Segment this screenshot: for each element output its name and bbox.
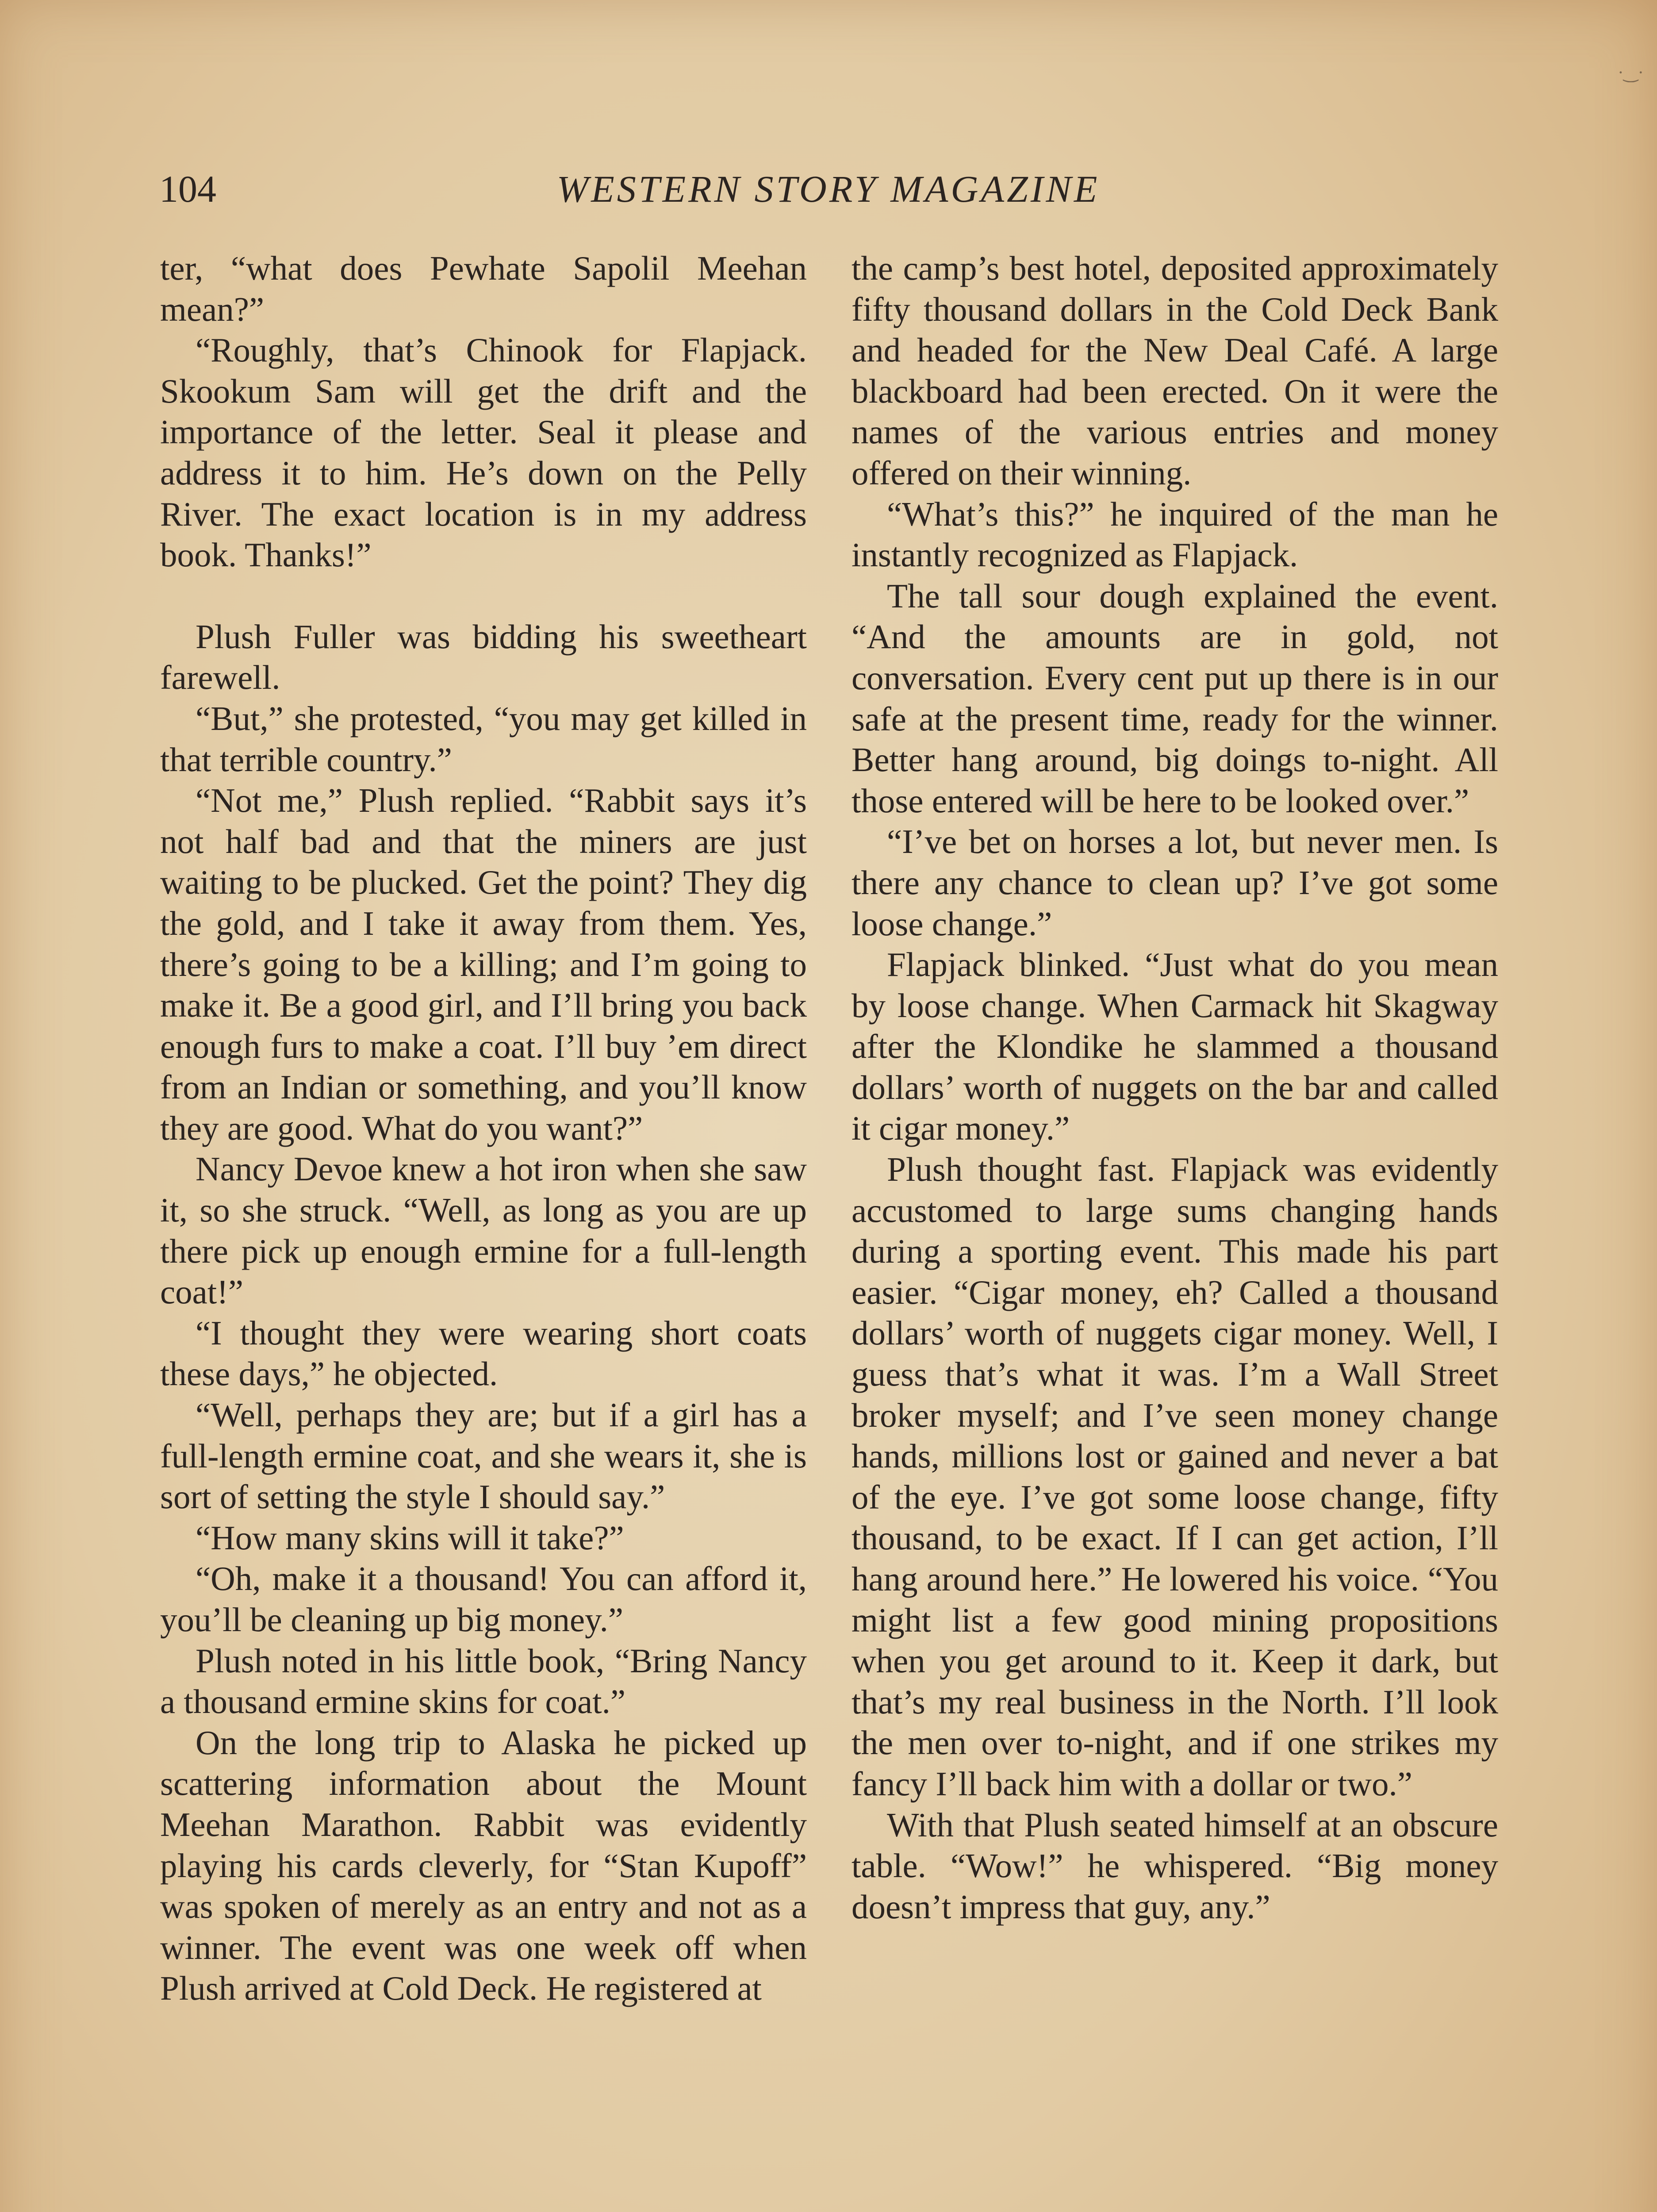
paragraph: Nancy Devoe knew a hot iron when she saw it, so she struck. “Well, as long as you are up there pick up enough ermine for a full-length coat!” [160, 1150, 807, 1311]
paragraph: The tall sour dough explained the event. “And the amounts are in gold, not conversation. Every cent put up there is in our safe at the present time, ready for the winner. Better hang around, big doings to-night. All those entered will be here to be looked over.” [852, 576, 1498, 820]
paragraph: “But,” she protested, “you may get killed in that terrible country.” [160, 699, 807, 779]
paragraph: “Oh, make it a thousand! You can afford it, you’ll be cleaning up big money.” [160, 1559, 807, 1639]
paragraph: Plush Fuller was bidding his sweetheart farewell. [160, 617, 807, 697]
page-header [159, 165, 1497, 213]
corner-smudge-mark: ·‿· [1618, 62, 1644, 82]
paragraph: “How many skins will it take?” [196, 1518, 624, 1557]
running-head-title: WESTERN STORY MAGAZINE [556, 168, 1100, 210]
paragraph: “I thought they were wearing short coats these days,” he objected. [160, 1313, 807, 1393]
paragraph: On the long trip to Alaska he picked up scattering information about the Mount Meehan Marathon. Rabbit was evidently playing his cards cleverly, for “Stan Kupoff” was spoken of merely as an entry and not as a winner. The event was one week off when Plush arrived at Cold Deck. He registered at [160, 1723, 807, 2008]
paragraph: ter, “what does Pewhate Sapolil Meehan mean?” [160, 249, 807, 328]
paragraph: “Roughly, that’s Chinook for Flapjack. Skookum Sam will get the drift and the importance of the letter. Seal it please and address it to him. He’s down on the Pelly River. The exact location is in my address book. Thanks!” [160, 331, 807, 574]
page-number: 104 [159, 168, 216, 210]
paragraph: “Well, perhaps they are; but if a girl has a full-length ermine coat, and she wears it, she is sort of setting the style I should say.” [160, 1396, 807, 1516]
paragraph: Plush noted in his little book, “Bring Nancy a thousand ermine skins for coat.” [160, 1641, 807, 1721]
paragraph: Flapjack blinked. “Just what do you mean by loose change. When Carmack hit Skagway after the Klondike he slammed a thousand dollars’ worth of nuggets on the bar and called it cigar money.” [852, 945, 1498, 1148]
paragraph: the camp’s best hotel, deposited approximately fifty thousand dollars in the Cold Deck Bank and headed for the New Deal Café. A large blackboard had been erected. On it were the names of the various entries and money offered on their winning. [852, 249, 1498, 492]
paragraph: With that Plush seated himself at an obscure table. “Wow!” he whispered. “Big money doesn’t impress that guy, any.” [852, 1805, 1498, 1926]
paragraph: “Not me,” Plush replied. “Rabbit says it’s not half bad and that the miners are just waiting to be plucked. Get the point? They dig the gold, and I take it away from them. Yes, there’s going to be a killing; and I’m going to make it. Be a good girl, and I’ll bring you back enough furs to make a coat. I’ll buy ’em direct from an Indian or something, and you’ll know they are good. What do you want?” [160, 781, 807, 1147]
paragraph: Plush thought fast. Flapjack was evidently accustomed to large sums changing hands during a sporting event. This made his part easier. “Cigar money, eh? Called a thousand dollars’ worth of nuggets cigar money. Well, I guess that’s what it was. I’m a Wall Street broker myself; and I’ve seen money change hands, millions lost or gained and never a bat of the eye. I’ve got some loose change, fifty thousand, to be exact. If I can get action, I’ll hang around here.” He lowered his voice. “You might list a few good mining propositions when you get around to it. Keep it dark, but that’s my real business in the North. I’ll look the men over to-night, and if one strikes my fancy I’ll back him with a dollar or two.” [852, 1150, 1498, 1803]
paragraph: “What’s this?” he inquired of the man he instantly recognized as Flapjack. [852, 495, 1498, 574]
right-text-column [852, 248, 1498, 1927]
left-text-column [160, 248, 807, 2009]
paragraph: “I’ve bet on horses a lot, but never men. Is there any chance to clean up? I’ve got some loose change.” [852, 822, 1498, 943]
